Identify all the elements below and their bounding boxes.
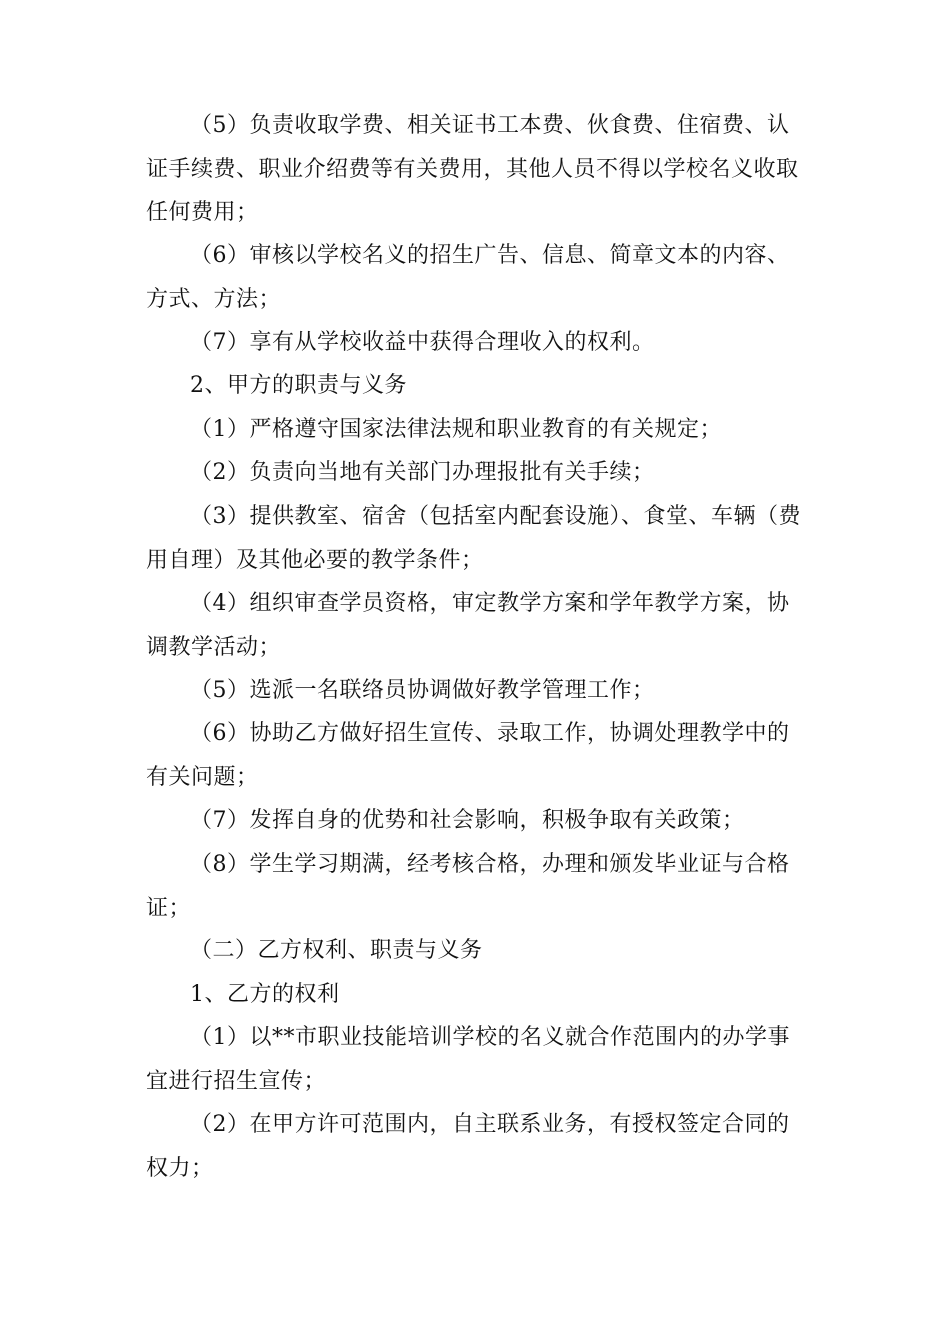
paragraph-assist-recruitment: （6）协助乙方做好招生宣传、录取工作，协调处理教学中的有关问题； [146, 721, 790, 790]
paragraph-review-qualifications: （4）组织审查学员资格，审定教学方案和学年教学方案，协调教学活动； [146, 591, 790, 660]
paragraph-policies: （7）发挥自身的优势和社会影响，积极争取有关政策； [190, 808, 745, 833]
heading-party-b-rights: 1、乙方的权利 [190, 982, 340, 1007]
heading-party-b-section: （二）乙方权利、职责与义务 [190, 938, 483, 963]
paragraph-approval-procedures: （2）负责向当地有关部门办理报批有关手续； [190, 460, 655, 485]
paragraph-liaison: （5）选派一名联络员协调做好教学管理工作； [190, 678, 655, 703]
paragraph-comply-laws: （1）严格遵守国家法律法规和职业教育的有关规定； [190, 417, 722, 442]
paragraph-review-ads: （6）审核以学校名义的招生广告、信息、简章文本的内容、方式、方法； [146, 243, 790, 312]
paragraph-provide-facilities: （3）提供教室、宿舍（包括室内配套设施）、食堂、车辆（费用自理）及其他必要的教学条件； [146, 504, 801, 573]
paragraph-certificates: （8）学生学习期满，经考核合格，办理和颁发毕业证与合格证； [146, 852, 790, 921]
heading-party-a-duties: 2、甲方的职责与义务 [190, 373, 407, 398]
paragraph-income-right: （7）享有从学校收益中获得合理收入的权利。 [190, 330, 655, 355]
paragraph-recruitment-publicity: （1）以**市职业技能培训学校的名义就合作范围内的办学事宜进行招生宣传； [146, 1025, 790, 1094]
paragraph-fee-collection: （5）负责收取学费、相关证书工本费、伙食费、住宿费、认证手续费、职业介绍费等有关费用，其他人员不得以学校名义收取任何费用； [146, 113, 799, 225]
paragraph-contract-authority: （2）在甲方许可范围内，自主联系业务，有授权签定合同的权力； [146, 1112, 790, 1181]
